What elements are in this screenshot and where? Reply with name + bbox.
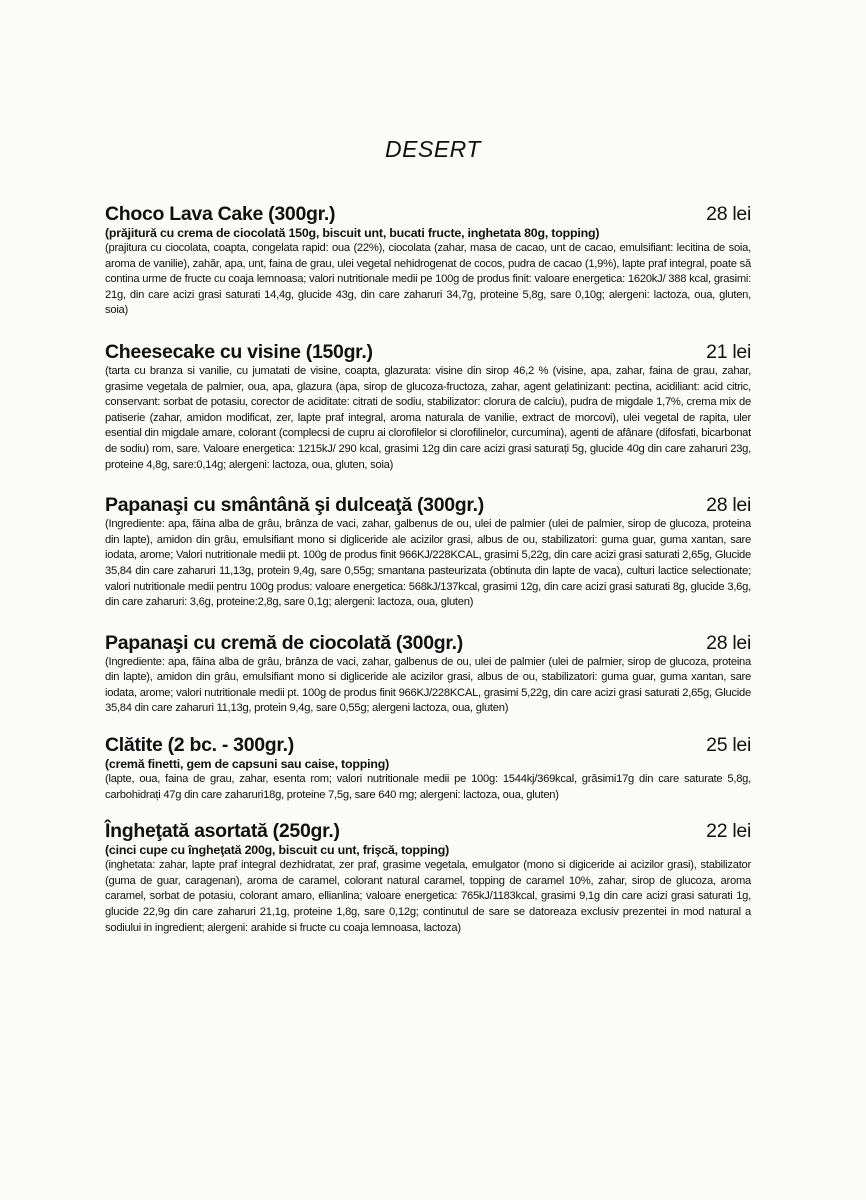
item-price: 28 lei [706, 494, 751, 517]
item-subtitle: (cinci cupe cu îngheţată 200g, biscuit cu unt, frişcă, topping) [105, 843, 450, 858]
item-name: Îngheţată asortată (250gr.) [105, 820, 340, 843]
item-description: (prajitura cu ciocolata, coapta, congelata rapid: oua (22%), ciocolata (zahar, masa de cacao, unt de cacao, emulsifiant: lecitina de soia, aroma de vanilie), zahăr, apa, unt, faina de grau, ulei vegetal nehidrogenat de cocos, pudra de cacao (1,9%), lapte praf integral, poate să contina urme de fructe cu coaja lemnoasa; valori nutritionale medii pe 100g de produs finit: valoare energetica: 1620kJ/ 388 kcal, grasimi: 21g, din care acizi grasi saturati 14,4g, glucide 43g, din care zaharuri 34,7g, proteine 5,8g, sare 0,10g; alergeni: lactoza, oua, gluten, soia) [105, 242, 751, 317]
section-title: DESERT [385, 136, 481, 162]
item-description: (inghetata: zahar, lapte praf integral dezhidratat, zer praf, grasime vegetala, emulgator (mono si digiceride ai acizilor grasi), stabilizator (guma de guar, caragenan), aroma de caramel, colorant natural caramel, topping de caramel 10%, zahar, sirop de glucoza, aroma caramel, sorbat de potasiu, colorant amaro, ellianlina; valoare energetica: 765kJ/1183kcal, grasimi 9,1g din care acizi grasi saturati 1g, glucide 22,9g din care zaharuri 21,1g, proteine 1,8g, sare 0,12g; continutul de sare se datoreaza exclusiv prezentei in mod natural a sodiului in ingredient; alergeni: arahide si fructe cu coaja lemnoasa, lactoza) [105, 859, 751, 934]
item-description: (Ingrediente: apa, făina alba de grâu, brânza de vaci, zahar, galbenus de ou, ulei de palmier (ulei de palmier, sirop de glucoza, proteina din lapte), amidon din grâu, emulsifiant mono si digliceride ale acizilor grasi, albus de ou, stabilizatori: guma guar, guma xantan, sare iodata, arome; Valori nutritionale medii pt. 100g de produs finit 966KJ/228KCAL, grasimi 5,22g, din care acizi grasi saturati 2,65g, Glucide 35,84 din care zaharuri 11,13g, protein 9,4g, sare 0,55g; smantana pasteurizata (obtinuta din lapte de vaca), culturi lactice selectionate; valori nutritionale medii pentru 100g produs: valoare energetica: 568kJ/137kcal, grasimi 12g, din care acizi grasi saturati 8g, glucide 3,6g, din care zaharuri: 3,6g, proteine:2,8g, sare 0,1g; alergeni: lactoza, oua, gluten) [105, 518, 751, 609]
item-name: Cheesecake cu visine (150gr.) [105, 340, 373, 363]
item-price: 28 lei [706, 631, 751, 654]
dessert-list [105, 202, 751, 936]
item-description: (Ingrediente: apa, făina alba de grâu, brânza de vaci, zahar, galbenus de ou, ulei de palmier (ulei de palmier, sirop de glucoza, proteina din lapte), amidon din grâu, emulsifiant mono si digliceride ale acizilor grasi, albus de ou, stabilizatori: guma guar, guma xantan, sare iodata, arome; valori nutritionale medii pt. 100g de produs finit 966KJ/228KCAL, grasimi 5,22g, din care acizi grasi saturati 2,65g, Glucide 35,84 din care zaharuri 11,13g, protein 9,4g, sare 0,55g; alergeni lactoza, oua, gluten) [105, 655, 751, 715]
item-name: Choco Lava Cake (300gr.) [105, 203, 336, 225]
menu-item [105, 493, 751, 611]
item-price: 22 lei [706, 820, 751, 843]
item-name: Papanaşi cu smântână şi dulceaţă (300gr.) [105, 494, 484, 517]
menu-item [105, 340, 751, 473]
item-price: 21 lei [706, 340, 751, 363]
item-subtitle: (cremă finetti, gem de capsuni sau caise, topping) [105, 757, 389, 772]
menu-item [105, 819, 751, 936]
menu-item [105, 202, 751, 319]
item-description: (tarta cu branza si vanilie, cu jumatati de visine, coapta, glazurata: visine din sirop 46,2 % (visine, apa, zahar, faina de grau, zahar, grasime vegetala de palmier, oua, apa, glazura (apa, sirop de glucoza-fructoza, zahar, agent gelatinizant: pectina, acidiliant: acid citric, conservant: sorbat de potasiu, corector de aciditate: citrati de sodiu, stabilizator: clorura de calciu), pudra de migdale 1,7%, crema mix de patiserie (zahar, amidon modificat, zer, lapte praf integral, aroma naturala de vanilie, extract de morcovi), ulei vegetal de rapita, uler esential din migdale amare, colorant (complecsi de cupru ai clorofilelor si clorofilinelor, curcumina), agenti de afânare (difosfati, bicarbonat de sodiu) rom, sare. Valoare energetica: 1215kJ/ 290 kcal, grasimi 12g din care acizi grasi saturați 5g, glucide 40g din care zaharuri 23g, proteine 4,8g, sare:0,14g; alergeni: lactoza, oua, gluten, soia) [105, 364, 751, 471]
item-price: 25 lei [706, 734, 751, 757]
item-subtitle: (prăjitură cu crema de ciocolată 150g, biscuit unt, bucati fructe, inghetata 80g, topping) [105, 226, 600, 240]
menu-item [105, 631, 751, 717]
item-name: Papanaşi cu cremă de ciocolată (300gr.) [105, 631, 463, 654]
item-description: (lapte, oua, faina de grau, zahar, esenta rom; valori nutritionale medii pe 100g: 1544kj/369kcal, grăsimi17g din care saturate 5,8g, carbohidrați 47g din care zaharuri18g, proteine 7,5g, sare 640 mg; alergeni: lactoza, oua, gluten) [105, 773, 751, 801]
menu-item [105, 733, 751, 803]
item-price: 28 lei [706, 203, 751, 225]
item-name: Clătite (2 bc. - 300gr.) [105, 734, 294, 757]
